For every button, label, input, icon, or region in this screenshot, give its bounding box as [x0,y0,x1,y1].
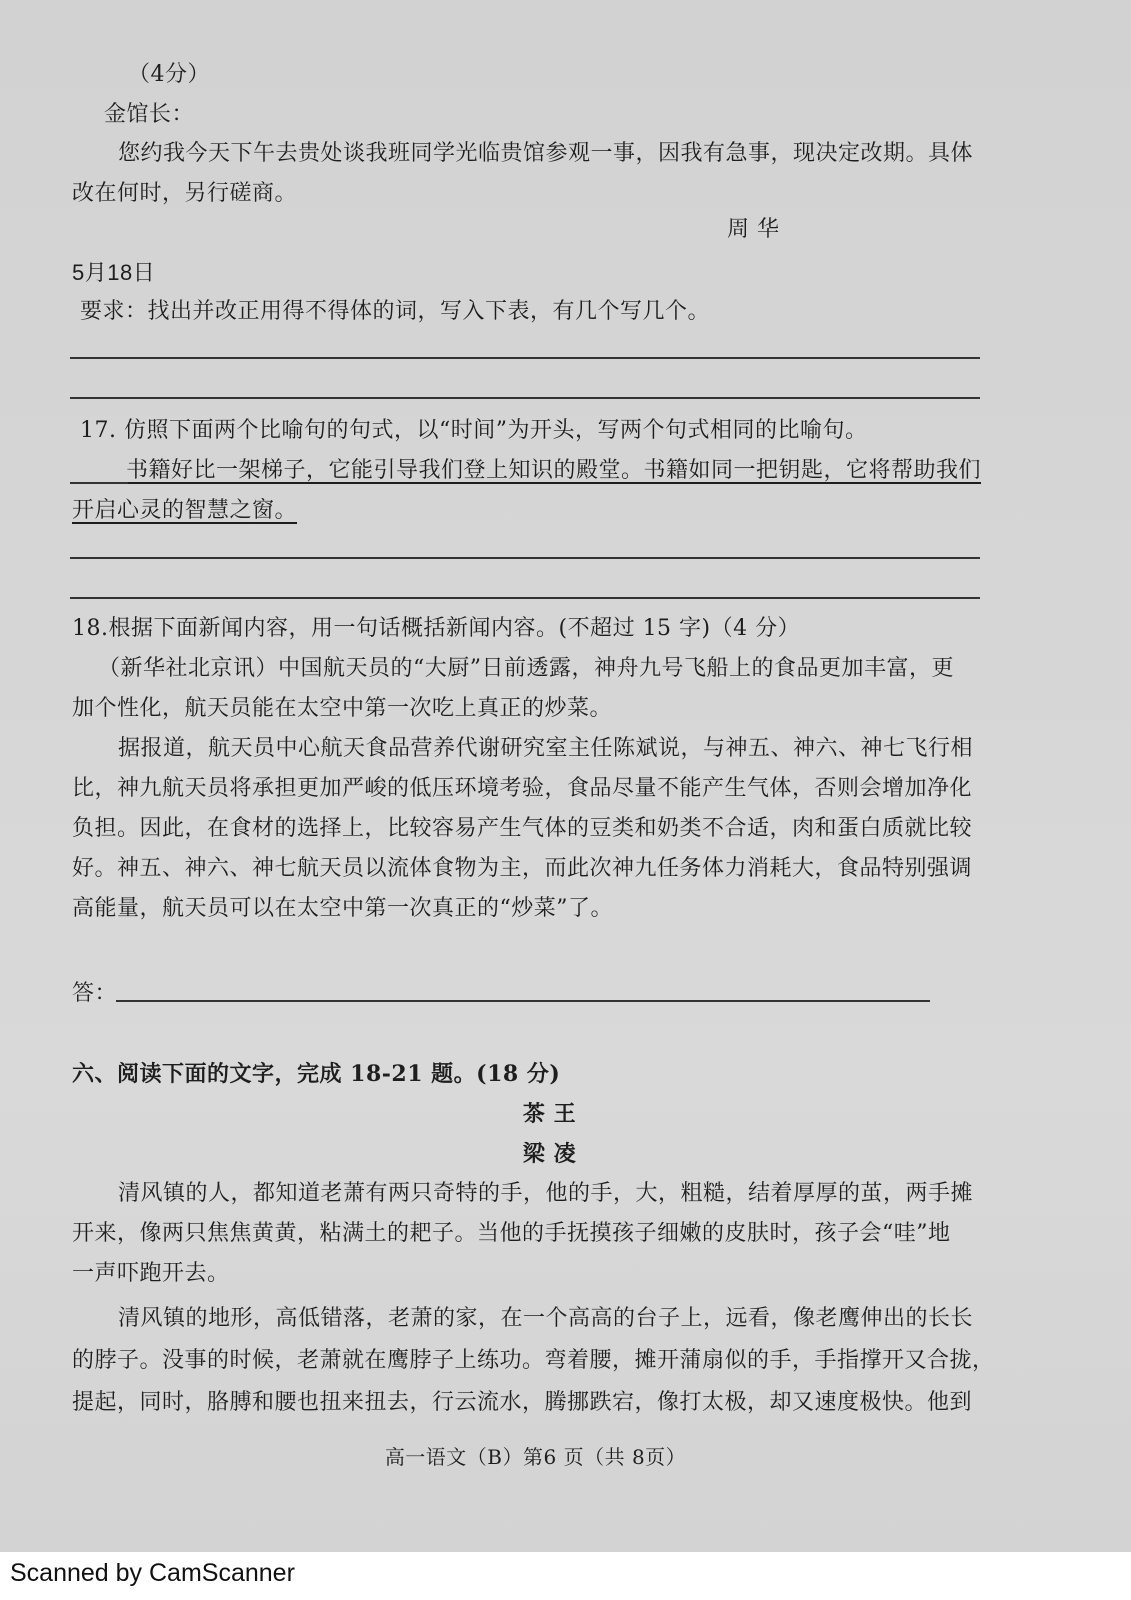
letter-body-line-1: 您约我今天下午去贵处谈我班同学光临贵馆参观一事，因我有急事，现决定改期。具体 [118,141,974,166]
article-line: 清风镇的人，都知道老萧有两只奇特的手，他的手，大，粗糙，结着厚厚的茧，两手摊 [118,1181,974,1206]
scanner-watermark: Scanned by CamScanner [0,1553,1131,1600]
answer-line [70,597,980,599]
answer-line [70,357,980,359]
letter-requirement: 要求：找出并改正用得不得体的词，写入下表，有几个写几个。 [80,299,711,324]
section-heading: 六、阅读下面的文字，完成 18-21 题。(18 分) [72,1061,561,1087]
letter-body-line-2: 改在何时，另行磋商。 [72,181,298,206]
q17-example-line-1: 书籍好比一架梯子，它能引导我们登上知识的殿堂。书籍如同一把钥匙，它将帮助我们 [126,458,982,483]
q18-news-line: 负担。因此，在食材的选择上，比较容易产生气体的豆类和奶类不合适，肉和蛋白质就比较 [72,816,973,841]
q18-news-line: 加个性化，航天员能在太空中第一次吃上真正的炒菜。 [72,696,613,721]
article-line: 提起，同时，胳膊和腰也扭来扭去，行云流水，腾挪跌宕，像打太极，却又速度极快。他到 [72,1390,973,1415]
article-author: 梁 凌 [522,1141,577,1167]
article-line: 清风镇的地形，高低错落，老萧的家，在一个高高的台子上，远看，像老鹰伸出的长长 [118,1306,974,1331]
letter-salutation: 金馆长： [104,102,195,127]
page-footer: 高一语文（B）第6 页（共 8页） [384,1445,687,1469]
underline-lead [70,482,128,484]
answer-line [70,397,980,399]
q18-news-line: 据报道，航天员中心航天食品营养代谢研究室主任陈斌说，与神五、神六、神七飞行相 [118,736,974,761]
answer-line [70,557,980,559]
q18-news-line: （新华社北京讯）中国航天员的“大厨”日前透露，神舟九号飞船上的食品更加丰富，更 [98,656,954,681]
q18-news-line: 高能量，航天员可以在太空中第一次真正的“炒菜”了。 [72,896,613,921]
letter-date: 5月18日 [72,260,156,285]
answer-line [116,1000,930,1002]
article-line: 开来，像两只焦焦黄黄，粘满土的耙子。当他的手抚摸孩子细嫩的皮肤时，孩子会“哇”地 [72,1221,951,1246]
article-line: 的脖子。没事的时候，老萧就在鹰脖子上练功。弯着腰，摊开蒲扇似的手，手指撑开又合拢， [72,1348,995,1373]
article-title: 茶 王 [522,1101,577,1127]
article-line: 一声吓跑开去。 [72,1261,230,1286]
q18-news-line: 好。神五、神六、神七航天员以流体食物为主，而此次神九任务体力消耗大，食品特别强调 [72,856,973,881]
q17-example-line-2: 开启心灵的智慧之窗。 [72,498,298,523]
q18-news-line: 比，神九航天员将承担更加严峻的低压环境考验，食品尽量不能产生气体，否则会增加净化 [72,776,973,801]
letter-score: （4分） [128,62,210,87]
q18-prompt: 18.根据下面新闻内容，用一句话概括新闻内容。(不超过 15 字)（4 分） [72,616,801,641]
q18-answer-label: 答： [72,981,118,1006]
q17-prompt: 17. 仿照下面两个比喻句的句式，以“时间”为开头，写两个句式相同的比喻句。 [80,418,868,443]
letter-signature: 周 华 [727,217,780,242]
